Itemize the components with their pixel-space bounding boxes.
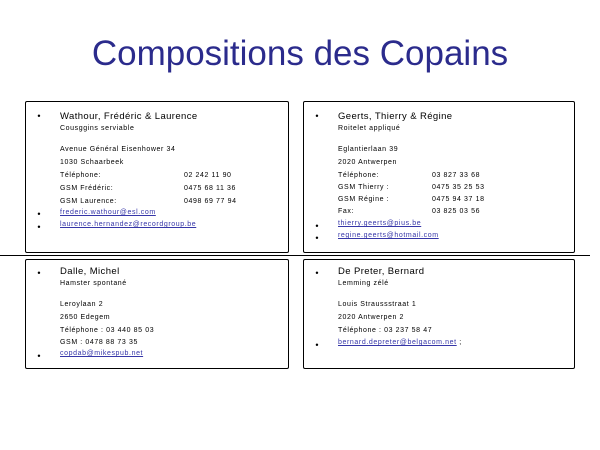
phone-label: Fax: — [338, 208, 355, 215]
contact-card-geerts — [303, 101, 575, 253]
email-link[interactable]: frederic.wathour@esl.com — [60, 209, 156, 216]
phone-label: GSM Régine : — [338, 196, 390, 203]
contact-name: De Preter, Bernard — [338, 266, 425, 277]
address-line: Leroylaan 2 — [60, 301, 104, 308]
email-row — [338, 339, 462, 346]
phone-value: 0475 35 25 53 — [432, 184, 485, 191]
address-line: Eglantierlaan 39 — [338, 146, 399, 153]
contact-card-wathour — [25, 101, 289, 253]
contact-tagline: Cousggins serviable — [60, 125, 135, 132]
contact-name: Geerts, Thierry & Régine — [338, 111, 453, 122]
address-line: Louis Straussstraat 1 — [338, 301, 417, 308]
page-title: Compositions des Copains — [91, 34, 509, 73]
email-link[interactable]: regine.geerts@hotmail.com — [338, 232, 439, 239]
phone-label: Téléphone: — [338, 172, 380, 179]
phone-value: 0475 94 37 18 — [432, 196, 485, 203]
bullet: • — [37, 111, 41, 121]
phone-value: 0498 69 77 94 — [184, 198, 237, 205]
city-line: 2020 Antwerpen — [338, 159, 397, 166]
contact-name: Wathour, Frédéric & Laurence — [60, 111, 198, 122]
contact-name: Dalle, Michel — [60, 266, 120, 277]
phone-value: 03 827 33 68 — [432, 172, 481, 179]
email-suffix: ; — [459, 339, 462, 346]
email-link[interactable]: laurence.hernandez@recordgroup.be — [60, 221, 197, 228]
bullet: • — [37, 351, 41, 361]
bullet: • — [315, 268, 319, 278]
phone-label: GSM Frédéric: — [60, 185, 114, 192]
phone-line: Téléphone : 03 440 85 03 — [60, 327, 155, 334]
city-line: 1030 Schaarbeek — [60, 159, 124, 166]
phone-value: 02 242 11 90 — [184, 172, 232, 179]
bullet: • — [37, 268, 41, 278]
contact-tagline: Hamster spontané — [60, 280, 127, 287]
divider-line — [0, 255, 590, 256]
bullet: • — [37, 222, 41, 232]
phone-value: 03 825 03 56 — [432, 208, 481, 215]
bullet: • — [315, 233, 319, 243]
phone-line: Téléphone : 03 237 58 47 — [338, 327, 433, 334]
email-link[interactable]: thierry.geerts@pius.be — [338, 220, 422, 227]
contact-card-depreter — [303, 259, 575, 369]
address-line: Avenue Général Eisenhower 34 — [60, 146, 176, 153]
city-line: 2650 Edegem — [60, 314, 111, 321]
bullet: • — [315, 111, 319, 121]
phone-label: GSM Laurence: — [60, 198, 117, 205]
bullet: • — [315, 340, 319, 350]
contact-tagline: Lemming zélé — [338, 280, 389, 287]
phone-label: Téléphone: — [60, 172, 102, 179]
city-line: 2020 Antwerpen 2 — [338, 314, 405, 321]
bullet: • — [37, 209, 41, 219]
contact-card-dalle — [25, 259, 289, 369]
bullet: • — [315, 221, 319, 231]
contact-tagline: Roitelet appliqué — [338, 125, 401, 132]
phone-label: GSM Thierry : — [338, 184, 390, 191]
email-link[interactable]: bernard.depreter@belgacom.net — [338, 339, 457, 346]
email-link[interactable]: copdab@mikespub.net — [60, 350, 144, 357]
gsm-line: GSM : 0478 88 73 35 — [60, 339, 138, 346]
phone-value: 0475 68 11 36 — [184, 185, 237, 192]
